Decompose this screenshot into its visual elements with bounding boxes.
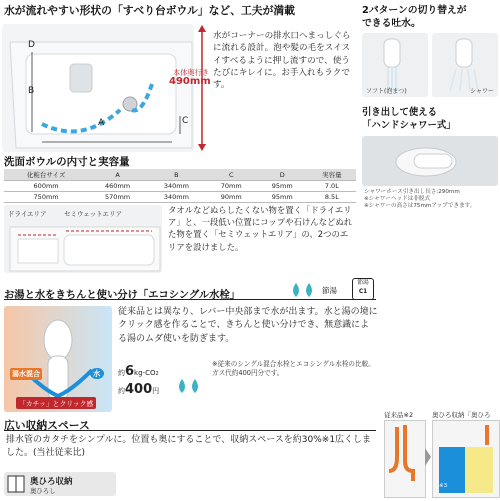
shower-head-icon xyxy=(414,154,452,168)
spout-photo-shower xyxy=(432,33,498,97)
mix-label: 湯水混合 xyxy=(12,370,40,378)
click-label: 「カチッ」とクリック感 xyxy=(16,397,96,409)
depth-value: 490mm xyxy=(169,76,211,87)
col-header: 実容量 xyxy=(308,169,356,181)
pullout-heading: 引き出して使える 「ハンドシャワー式」 xyxy=(362,107,456,131)
spec-table xyxy=(4,169,356,203)
eco-notes: ※従来のシングル混合水栓とエコシングル水栓の比較。 ガス代約400円分です。 xyxy=(212,360,375,377)
dim-label-c: C xyxy=(182,116,189,126)
eco-heading: お湯と水をきちんと使い分け「エコシングル水栓」 xyxy=(4,289,241,301)
storage-description: 排水管のカタチをシンプルに。位置も奥にすることで、収納スペースを約30%※1広くしました。(当社従来比) xyxy=(6,435,372,459)
col-header: A xyxy=(88,169,147,181)
eco-heading-bar xyxy=(4,283,376,300)
depth-indicator xyxy=(197,24,207,152)
col-header: 化粧台サイズ xyxy=(4,169,88,181)
badge-setsuyu: 節湯 xyxy=(322,286,337,295)
label-new: 奥ひろ収納「奥ひろ xyxy=(432,411,491,419)
spout-notes: シャワーホース引き出し長さ:290mm ※シャワーヘッドは非脱式 ※シャワーの高さは75mmアップできます。 xyxy=(364,189,476,209)
storage-logo xyxy=(4,472,116,496)
pullout-photo xyxy=(362,136,498,186)
drop-icon-hot xyxy=(290,282,320,302)
dry-area-label: ドライエリア xyxy=(8,210,47,218)
compare-arrow xyxy=(425,448,431,470)
storage-new-diagram xyxy=(432,420,500,498)
faucet-icon xyxy=(70,64,92,92)
spout-photo-soft xyxy=(362,33,428,97)
logo-main: 奥ひろ収納 xyxy=(30,477,73,487)
dim-label-d: D xyxy=(28,40,35,50)
eco-description: 従来品とは異なり、レバー中央部まで水が出ます。水と湯の境にクリック感を作ることで、きちんと使い分けでき、無意識による湯のムダ使いを防ぎます。 xyxy=(118,307,378,344)
table-header-row xyxy=(4,169,356,181)
storage-heading: 広い収納スペース xyxy=(4,419,90,432)
note-3: ※3 xyxy=(439,483,448,489)
areas-description: タオルなどぬらしたくない物を置く「ドライエリア」と、一段低い位置にコップや石けんなどぬれた物を置く「セミウェットエリア」の、2つのエリアを設けました。 xyxy=(168,205,353,252)
storage-old-diagram xyxy=(384,420,426,498)
col-header: B xyxy=(147,169,206,181)
col-header: C xyxy=(206,169,257,181)
label-old: 従来品※2 xyxy=(384,411,414,419)
table-heading: 洗面ボウルの内寸と実容量 xyxy=(4,156,130,168)
bowl-heading: 水が流れやすい形状の「すべり台ボウル」など、工夫が満載 xyxy=(4,4,295,17)
table-row: 600mm 460mm 340mm 70mm 95mm 7.0L xyxy=(4,181,356,192)
col-header: D xyxy=(257,169,308,181)
label-shower: シャワー xyxy=(470,88,494,95)
co2-saving: 約6kg-CO2 xyxy=(118,364,159,379)
semi-wet-area-label: セミウェットエリア xyxy=(64,210,122,218)
storage-heading-bar xyxy=(4,414,376,431)
drop-icons-pair xyxy=(176,378,206,398)
areas-photo xyxy=(4,205,162,273)
spout-heading: 2パターンの切り替えが できる吐水。 xyxy=(362,5,467,29)
water-label: 水 xyxy=(90,368,104,379)
dim-label-a: A xyxy=(98,118,105,128)
dim-label-b: B xyxy=(28,86,35,96)
yen-saving: 約400円 xyxy=(118,382,160,397)
badge-c1: 節湯 C1 xyxy=(352,278,374,300)
depth-label: 本体奥行き 490mm xyxy=(169,68,211,87)
bowl-description: 水がコーナーの排水口へまっしぐらに流れる設計。泡や髪の毛をスイスイすべるように押し流すので、使うたびにキレイに。お手入れもラクです。 xyxy=(213,31,351,91)
cabinet-icon xyxy=(4,472,28,496)
bowl-photo xyxy=(2,24,194,152)
eco-faucet-photo xyxy=(4,306,112,412)
table-row: 750mm 570mm 340mm 90mm 95mm 8.5L xyxy=(4,192,356,203)
label-soft: ソフト(泡まつ) xyxy=(366,88,407,95)
logo-sub: 奥ひろし xyxy=(30,487,56,495)
